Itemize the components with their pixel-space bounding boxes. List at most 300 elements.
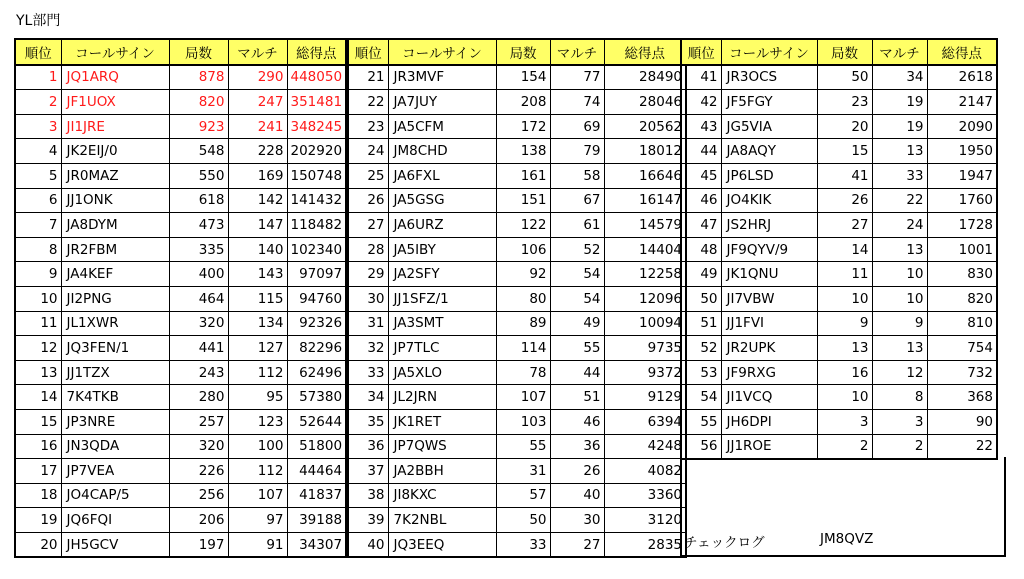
multi-cell: 3 (872, 409, 927, 434)
rank-cell: 24 (348, 139, 388, 164)
table-row (348, 336, 686, 361)
callsign-cell: JL2JRN (388, 385, 496, 410)
rank-cell: 41 (681, 65, 721, 90)
table-row (15, 286, 346, 311)
callsign-cell: JA8AQY (721, 139, 817, 164)
qso-cell: 138 (496, 139, 550, 164)
page-title: YL部門 (16, 13, 61, 29)
table-row (681, 336, 997, 361)
qso-cell: 41 (817, 163, 872, 188)
rank-cell: 7 (15, 213, 61, 238)
table-row (348, 139, 686, 164)
qso-cell: 226 (169, 459, 228, 484)
rank-cell: 14 (15, 385, 61, 410)
header-score: 総得点 (604, 39, 686, 65)
score-cell: 20562 (604, 114, 686, 139)
rank-cell: 5 (15, 163, 61, 188)
score-cell: 51800 (287, 434, 346, 459)
score-cell: 14579 (604, 213, 686, 238)
table-row (348, 508, 686, 533)
qso-cell: 10 (817, 286, 872, 311)
rank-cell: 3 (15, 114, 61, 139)
callsign-cell: JK2EIJ/0 (61, 139, 169, 164)
qso-cell: 161 (496, 163, 550, 188)
rank-cell: 39 (348, 508, 388, 533)
score-cell: 12096 (604, 286, 686, 311)
score-cell: 14404 (604, 237, 686, 262)
table-row (348, 532, 686, 557)
qso-cell: 820 (169, 90, 228, 115)
multi-cell: 142 (228, 188, 287, 213)
rank-cell: 56 (681, 434, 721, 459)
qso-cell: 31 (496, 459, 550, 484)
multi-cell: 123 (228, 409, 287, 434)
rank-cell: 6 (15, 188, 61, 213)
table-row (15, 139, 346, 164)
table-row (681, 262, 997, 287)
multi-cell: 36 (550, 434, 604, 459)
multi-cell: 33 (872, 163, 927, 188)
score-cell: 141432 (287, 188, 346, 213)
rank-cell: 52 (681, 336, 721, 361)
callsign-cell: JR2UPK (721, 336, 817, 361)
header-multi: マルチ (228, 39, 287, 65)
rank-cell: 44 (681, 139, 721, 164)
qso-cell: 23 (817, 90, 872, 115)
table-header-row (15, 39, 346, 65)
score-cell: 94760 (287, 286, 346, 311)
table-row (681, 434, 997, 459)
callsign-cell: JA5IBY (388, 237, 496, 262)
table-row (15, 385, 346, 410)
multi-cell: 13 (872, 139, 927, 164)
callsign-cell: JA4KEF (61, 262, 169, 287)
callsign-cell: JA3SMT (388, 311, 496, 336)
score-cell: 4082 (604, 459, 686, 484)
score-cell: 34307 (287, 532, 346, 557)
multi-cell: 79 (550, 139, 604, 164)
rank-cell: 28 (348, 237, 388, 262)
callsign-cell: JJ1ROE (721, 434, 817, 459)
rank-cell: 20 (15, 532, 61, 557)
callsign-cell: JG5VIA (721, 114, 817, 139)
callsign-cell: JA6URZ (388, 213, 496, 238)
score-cell: 28046 (604, 90, 686, 115)
qso-cell: 548 (169, 139, 228, 164)
score-cell: 9735 (604, 336, 686, 361)
multi-cell: 26 (550, 459, 604, 484)
callsign-cell: JQ1ARQ (61, 65, 169, 90)
score-cell: 810 (927, 311, 997, 336)
qso-cell: 27 (817, 213, 872, 238)
rank-cell: 42 (681, 90, 721, 115)
multi-cell: 67 (550, 188, 604, 213)
table-row (15, 213, 346, 238)
table-row (681, 114, 997, 139)
qso-cell: 20 (817, 114, 872, 139)
rank-cell: 18 (15, 483, 61, 508)
score-cell: 2618 (927, 65, 997, 90)
callsign-cell: JA6FXL (388, 163, 496, 188)
table-row (15, 409, 346, 434)
multi-cell: 143 (228, 262, 287, 287)
score-cell: 830 (927, 262, 997, 287)
header-callsign: コールサイン (388, 39, 496, 65)
table-row (348, 286, 686, 311)
table-header-row (681, 39, 997, 65)
multi-cell: 34 (872, 65, 927, 90)
callsign-cell: JI1JRE (61, 114, 169, 139)
qso-cell: 10 (817, 385, 872, 410)
multi-cell: 44 (550, 360, 604, 385)
qso-cell: 26 (817, 188, 872, 213)
score-cell: 52644 (287, 409, 346, 434)
score-cell: 39188 (287, 508, 346, 533)
qso-cell: 16 (817, 360, 872, 385)
callsign-cell: JI7VBW (721, 286, 817, 311)
table-row (348, 409, 686, 434)
callsign-cell: JA5GSG (388, 188, 496, 213)
table-row (681, 286, 997, 311)
rank-cell: 8 (15, 237, 61, 262)
callsign-cell: JA2SFY (388, 262, 496, 287)
rank-cell: 1 (15, 65, 61, 90)
multi-cell: 30 (550, 508, 604, 533)
callsign-cell: 7K4TKB (61, 385, 169, 410)
callsign-cell: JA7JUY (388, 90, 496, 115)
multi-cell: 247 (228, 90, 287, 115)
checklog-callsign: JM8QVZ (820, 531, 874, 547)
callsign-cell: JJ1ONK (61, 188, 169, 213)
multi-cell: 10 (872, 262, 927, 287)
qso-cell: 923 (169, 114, 228, 139)
results-table-2 (347, 38, 687, 558)
qso-cell: 320 (169, 311, 228, 336)
table-row (15, 336, 346, 361)
rank-cell: 36 (348, 434, 388, 459)
table-row (15, 188, 346, 213)
checklog-label: チェックログ (684, 535, 765, 551)
qso-cell: 107 (496, 385, 550, 410)
qso-cell: 618 (169, 188, 228, 213)
qso-cell: 473 (169, 213, 228, 238)
multi-cell: 9 (872, 311, 927, 336)
qso-cell: 89 (496, 311, 550, 336)
score-cell: 118482 (287, 213, 346, 238)
multi-cell: 55 (550, 336, 604, 361)
rank-cell: 11 (15, 311, 61, 336)
callsign-cell: JN3QDA (61, 434, 169, 459)
callsign-cell: JP7TLC (388, 336, 496, 361)
table-header-row (348, 39, 686, 65)
rank-cell: 25 (348, 163, 388, 188)
qso-cell: 78 (496, 360, 550, 385)
table-row (348, 385, 686, 410)
multi-cell: 52 (550, 237, 604, 262)
table-row (15, 508, 346, 533)
callsign-cell: JR3MVF (388, 65, 496, 90)
rank-cell: 35 (348, 409, 388, 434)
multi-cell: 140 (228, 237, 287, 262)
multi-cell: 54 (550, 262, 604, 287)
table-row (15, 459, 346, 484)
score-cell: 3360 (604, 483, 686, 508)
table-row (348, 213, 686, 238)
multi-cell: 74 (550, 90, 604, 115)
table-row (681, 409, 997, 434)
score-cell: 102340 (287, 237, 346, 262)
table-row (681, 311, 997, 336)
callsign-cell: 7K2NBL (388, 508, 496, 533)
score-cell: 4248 (604, 434, 686, 459)
callsign-cell: JI2PNG (61, 286, 169, 311)
header-qso: 局数 (169, 39, 228, 65)
rank-cell: 29 (348, 262, 388, 287)
qso-cell: 122 (496, 213, 550, 238)
score-cell: 6394 (604, 409, 686, 434)
table-row (681, 213, 997, 238)
rank-cell: 48 (681, 237, 721, 262)
score-cell: 9372 (604, 360, 686, 385)
qso-cell: 320 (169, 434, 228, 459)
multi-cell: 10 (872, 286, 927, 311)
callsign-cell: JA5XLO (388, 360, 496, 385)
rank-cell: 33 (348, 360, 388, 385)
table-row (348, 483, 686, 508)
score-cell: 2147 (927, 90, 997, 115)
multi-cell: 40 (550, 483, 604, 508)
score-cell: 16147 (604, 188, 686, 213)
qso-cell: 9 (817, 311, 872, 336)
table-row (15, 360, 346, 385)
multi-cell: 115 (228, 286, 287, 311)
header-callsign: コールサイン (721, 39, 817, 65)
header-score: 総得点 (287, 39, 346, 65)
table-row (348, 65, 686, 90)
multi-cell: 290 (228, 65, 287, 90)
qso-cell: 2 (817, 434, 872, 459)
callsign-cell: JI1VCQ (721, 385, 817, 410)
rank-cell: 4 (15, 139, 61, 164)
qso-cell: 464 (169, 286, 228, 311)
callsign-cell: JA2BBH (388, 459, 496, 484)
callsign-cell: JK1QNU (721, 262, 817, 287)
multi-cell: 100 (228, 434, 287, 459)
score-cell: 90 (927, 409, 997, 434)
callsign-cell: JF9QYV/9 (721, 237, 817, 262)
qso-cell: 878 (169, 65, 228, 90)
rank-cell: 13 (15, 360, 61, 385)
header-rank: 順位 (681, 39, 721, 65)
multi-cell: 61 (550, 213, 604, 238)
multi-cell: 24 (872, 213, 927, 238)
qso-cell: 550 (169, 163, 228, 188)
table-row (348, 237, 686, 262)
table-row (348, 262, 686, 287)
rank-cell: 31 (348, 311, 388, 336)
callsign-cell: JM8CHD (388, 139, 496, 164)
results-table-3 (680, 38, 998, 460)
score-cell: 82296 (287, 336, 346, 361)
callsign-cell: JR0MAZ (61, 163, 169, 188)
qso-cell: 208 (496, 90, 550, 115)
table-row (15, 311, 346, 336)
score-cell: 9129 (604, 385, 686, 410)
multi-cell: 112 (228, 360, 287, 385)
header-callsign: コールサイン (61, 39, 169, 65)
multi-cell: 22 (872, 188, 927, 213)
rank-cell: 30 (348, 286, 388, 311)
rank-cell: 16 (15, 434, 61, 459)
qso-cell: 154 (496, 65, 550, 90)
callsign-cell: JR3OCS (721, 65, 817, 90)
table-row (348, 311, 686, 336)
table-row (15, 434, 346, 459)
score-cell: 1728 (927, 213, 997, 238)
callsign-cell: JH5GCV (61, 532, 169, 557)
score-cell: 97097 (287, 262, 346, 287)
callsign-cell: JQ3FEN/1 (61, 336, 169, 361)
table-row (681, 188, 997, 213)
qso-cell: 3 (817, 409, 872, 434)
qso-cell: 256 (169, 483, 228, 508)
multi-cell: 49 (550, 311, 604, 336)
score-cell: 41837 (287, 483, 346, 508)
qso-cell: 80 (496, 286, 550, 311)
table-row (681, 360, 997, 385)
table-row (15, 237, 346, 262)
qso-cell: 50 (817, 65, 872, 90)
score-cell: 92326 (287, 311, 346, 336)
multi-cell: 27 (550, 532, 604, 557)
qso-cell: 92 (496, 262, 550, 287)
callsign-cell: JA8DYM (61, 213, 169, 238)
rank-cell: 38 (348, 483, 388, 508)
score-cell: 18012 (604, 139, 686, 164)
callsign-cell: JF9RXG (721, 360, 817, 385)
rank-cell: 21 (348, 65, 388, 90)
callsign-cell: JF1UOX (61, 90, 169, 115)
header-qso: 局数 (817, 39, 872, 65)
multi-cell: 107 (228, 483, 287, 508)
callsign-cell: JA5CFM (388, 114, 496, 139)
qso-cell: 50 (496, 508, 550, 533)
table-row (681, 385, 997, 410)
rank-cell: 55 (681, 409, 721, 434)
multi-cell: 228 (228, 139, 287, 164)
callsign-cell: JK1RET (388, 409, 496, 434)
callsign-cell: JP7VEA (61, 459, 169, 484)
rank-cell: 9 (15, 262, 61, 287)
table-row (348, 90, 686, 115)
multi-cell: 95 (228, 385, 287, 410)
table-row (681, 139, 997, 164)
multi-cell: 54 (550, 286, 604, 311)
rank-cell: 45 (681, 163, 721, 188)
qso-cell: 335 (169, 237, 228, 262)
table-row (681, 163, 997, 188)
rank-cell: 34 (348, 385, 388, 410)
multi-cell: 51 (550, 385, 604, 410)
table-row (681, 237, 997, 262)
callsign-cell: JH6DPI (721, 409, 817, 434)
header-multi: マルチ (872, 39, 927, 65)
qso-cell: 151 (496, 188, 550, 213)
callsign-cell: JJ1TZX (61, 360, 169, 385)
multi-cell: 19 (872, 90, 927, 115)
rank-cell: 50 (681, 286, 721, 311)
multi-cell: 8 (872, 385, 927, 410)
score-cell: 1001 (927, 237, 997, 262)
qso-cell: 103 (496, 409, 550, 434)
qso-cell: 14 (817, 237, 872, 262)
rank-cell: 46 (681, 188, 721, 213)
score-cell: 754 (927, 336, 997, 361)
rank-cell: 27 (348, 213, 388, 238)
score-cell: 150748 (287, 163, 346, 188)
multi-cell: 97 (228, 508, 287, 533)
rank-cell: 49 (681, 262, 721, 287)
qso-cell: 55 (496, 434, 550, 459)
qso-cell: 33 (496, 532, 550, 557)
rank-cell: 17 (15, 459, 61, 484)
multi-cell: 147 (228, 213, 287, 238)
callsign-cell: JP3NRE (61, 409, 169, 434)
table-row (681, 65, 997, 90)
qso-cell: 400 (169, 262, 228, 287)
qso-cell: 13 (817, 336, 872, 361)
score-cell: 22 (927, 434, 997, 459)
rank-cell: 26 (348, 188, 388, 213)
qso-cell: 441 (169, 336, 228, 361)
rank-cell: 37 (348, 459, 388, 484)
qso-cell: 15 (817, 139, 872, 164)
multi-cell: 19 (872, 114, 927, 139)
multi-cell: 2 (872, 434, 927, 459)
callsign-cell: JF5FGY (721, 90, 817, 115)
multi-cell: 58 (550, 163, 604, 188)
callsign-cell: JQ3EEQ (388, 532, 496, 557)
table-row (15, 483, 346, 508)
table-row (681, 90, 997, 115)
qso-cell: 197 (169, 532, 228, 557)
score-cell: 57380 (287, 385, 346, 410)
callsign-cell: JI8KXC (388, 483, 496, 508)
qso-cell: 206 (169, 508, 228, 533)
score-cell: 202920 (287, 139, 346, 164)
score-cell: 1950 (927, 139, 997, 164)
rank-cell: 2 (15, 90, 61, 115)
callsign-cell: JP6LSD (721, 163, 817, 188)
multi-cell: 13 (872, 336, 927, 361)
qso-cell: 280 (169, 385, 228, 410)
qso-cell: 57 (496, 483, 550, 508)
multi-cell: 241 (228, 114, 287, 139)
callsign-cell: JJ1SFZ/1 (388, 286, 496, 311)
score-cell: 16646 (604, 163, 686, 188)
score-cell: 348245 (287, 114, 346, 139)
callsign-cell: JJ1FVI (721, 311, 817, 336)
table-row (348, 434, 686, 459)
table-row (15, 532, 346, 557)
callsign-cell: JR2FBM (61, 237, 169, 262)
rank-cell: 23 (348, 114, 388, 139)
rank-cell: 40 (348, 532, 388, 557)
header-rank: 順位 (348, 39, 388, 65)
multi-cell: 46 (550, 409, 604, 434)
rank-cell: 51 (681, 311, 721, 336)
callsign-cell: JO4CAP/5 (61, 483, 169, 508)
